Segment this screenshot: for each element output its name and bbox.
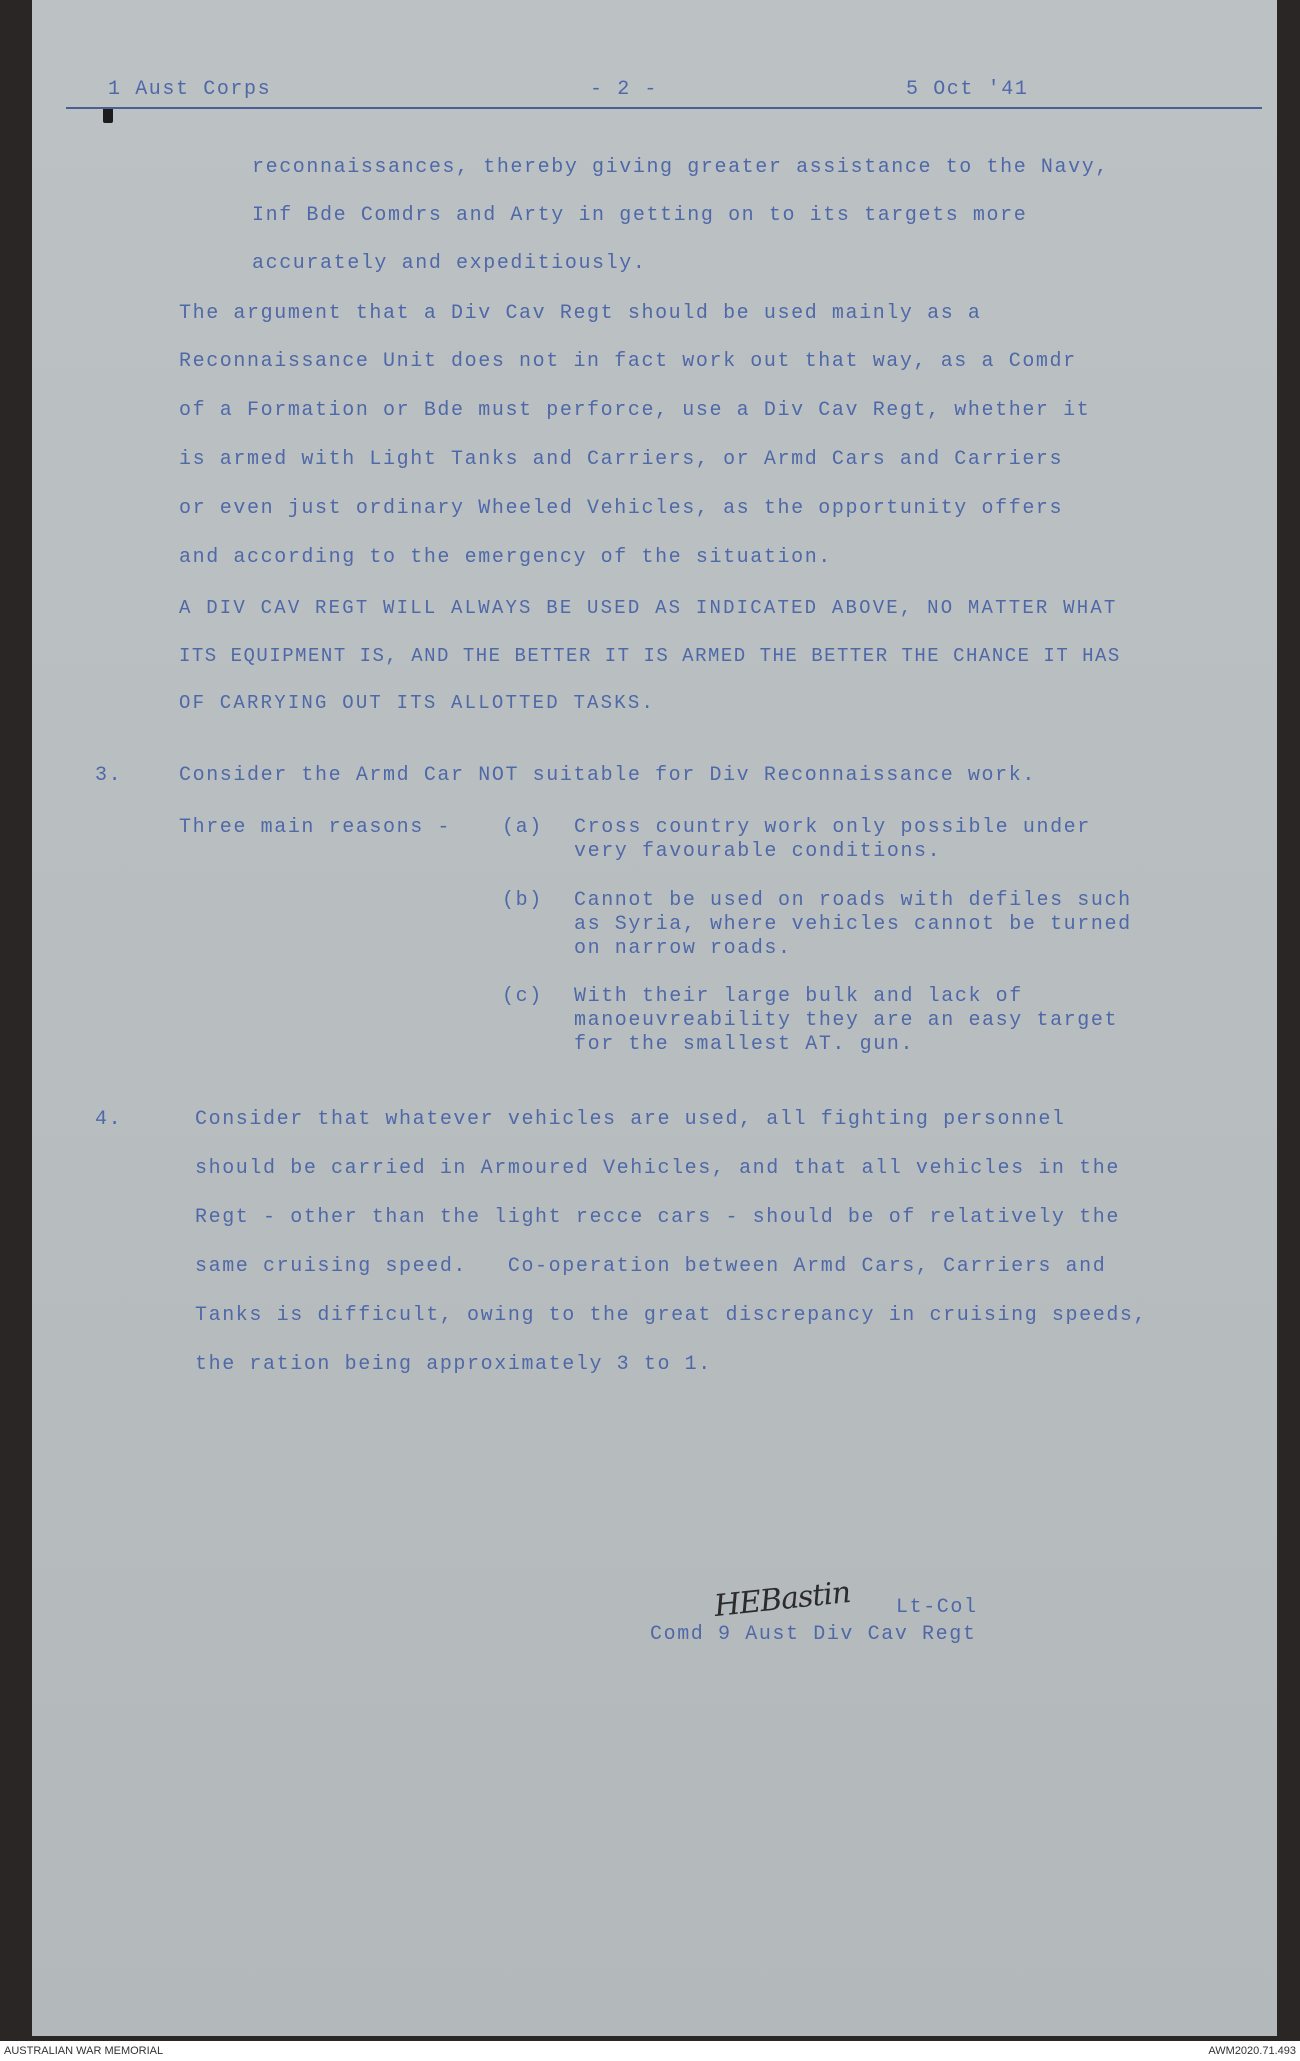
text-line: Tanks is difficult, owing to the great discrepancy in cruising speeds, [195,1304,1148,1327]
reason-line: for the smallest AT. gun. [574,1033,915,1056]
text-line: Regt - other than the light recce cars - should be of relatively the [195,1206,1120,1229]
reason-letter: (a) [502,816,543,839]
text-line: should be carried in Armoured Vehicles, and that all vehicles in the [195,1157,1120,1180]
text-line: Inf Bde Comdrs and Arty in getting on to its targets more [252,204,1028,227]
header-page-number: - 2 - [590,78,659,101]
text-line-caps: OF CARRYING OUT ITS ALLOTTED TASKS. [179,692,656,714]
reason-line: With their large bulk and lack of [574,985,1023,1008]
archive-footer [0,2041,1300,2061]
text-line: The argument that a Div Cav Regt should be used mainly as a [179,302,982,325]
text-line-caps: ITS EQUIPMENT IS, AND THE BETTER IT IS ARMED THE BETTER THE CHANCE IT HAS [179,645,1121,667]
reasons-label: Three main reasons - [179,816,452,839]
header-date: 5 Oct '41 [906,78,1029,101]
text-line: Consider that whatever vehicles are used, all fighting personnel [195,1108,1066,1131]
text-line: and according to the emergency of the situation. [179,546,832,569]
signature-title: Comd 9 Aust Div Cav Regt [650,1623,977,1646]
handwritten-signature: HEBastin [712,1574,852,1625]
text-line: Reconnaissance Unit does not in fact work out that way, as a Comdr [179,350,1077,373]
reason-letter: (c) [502,985,543,1008]
reason-letter: (b) [502,889,543,912]
header-left: 1 Aust Corps [108,78,272,101]
section-3-number: 3. [95,764,123,787]
text-line: of a Formation or Bde must perforce, use a Div Cav Regt, whether it [179,399,1091,422]
reason-line: as Syria, where vehicles cannot be turned [574,913,1132,936]
text-line-caps: A DIV CAV REGT WILL ALWAYS BE USED AS INDICATED ABOVE, NO MATTER WHAT [179,597,1118,619]
footer-institution: AUSTRALIAN WAR MEMORIAL [4,2045,164,2057]
text-line: the ration being approximately 3 to 1. [195,1353,712,1376]
section-3-text: Consider the Armd Car NOT suitable for Div Reconnaissance work. [179,764,1036,787]
section-4-number: 4. [95,1108,123,1131]
signature-rank: Lt-Col [896,1596,978,1619]
reason-line: Cannot be used on roads with defiles such [574,889,1132,912]
text-line: same cruising speed. Co-operation between Armd Cars, Carriers and [195,1255,1107,1278]
text-line: or even just ordinary Wheeled Vehicles, as the opportunity offers [179,497,1064,520]
punch-hole-mark [103,107,113,123]
footer-accession-number: AWM2020.71.493 [1208,2045,1296,2057]
text-line: is armed with Light Tanks and Carriers, or Armd Cars and Carriers [179,448,1064,471]
reason-line: on narrow roads. [574,937,792,960]
reason-line: very favourable conditions. [574,840,942,863]
text-line: accurately and expeditiously. [252,252,647,275]
text-line: reconnaissances, thereby giving greater assistance to the Navy, [252,156,1109,179]
reason-line: manoeuvreability they are an easy target [574,1009,1119,1032]
header-rule [66,107,1262,109]
reason-line: Cross country work only possible under [574,816,1091,839]
